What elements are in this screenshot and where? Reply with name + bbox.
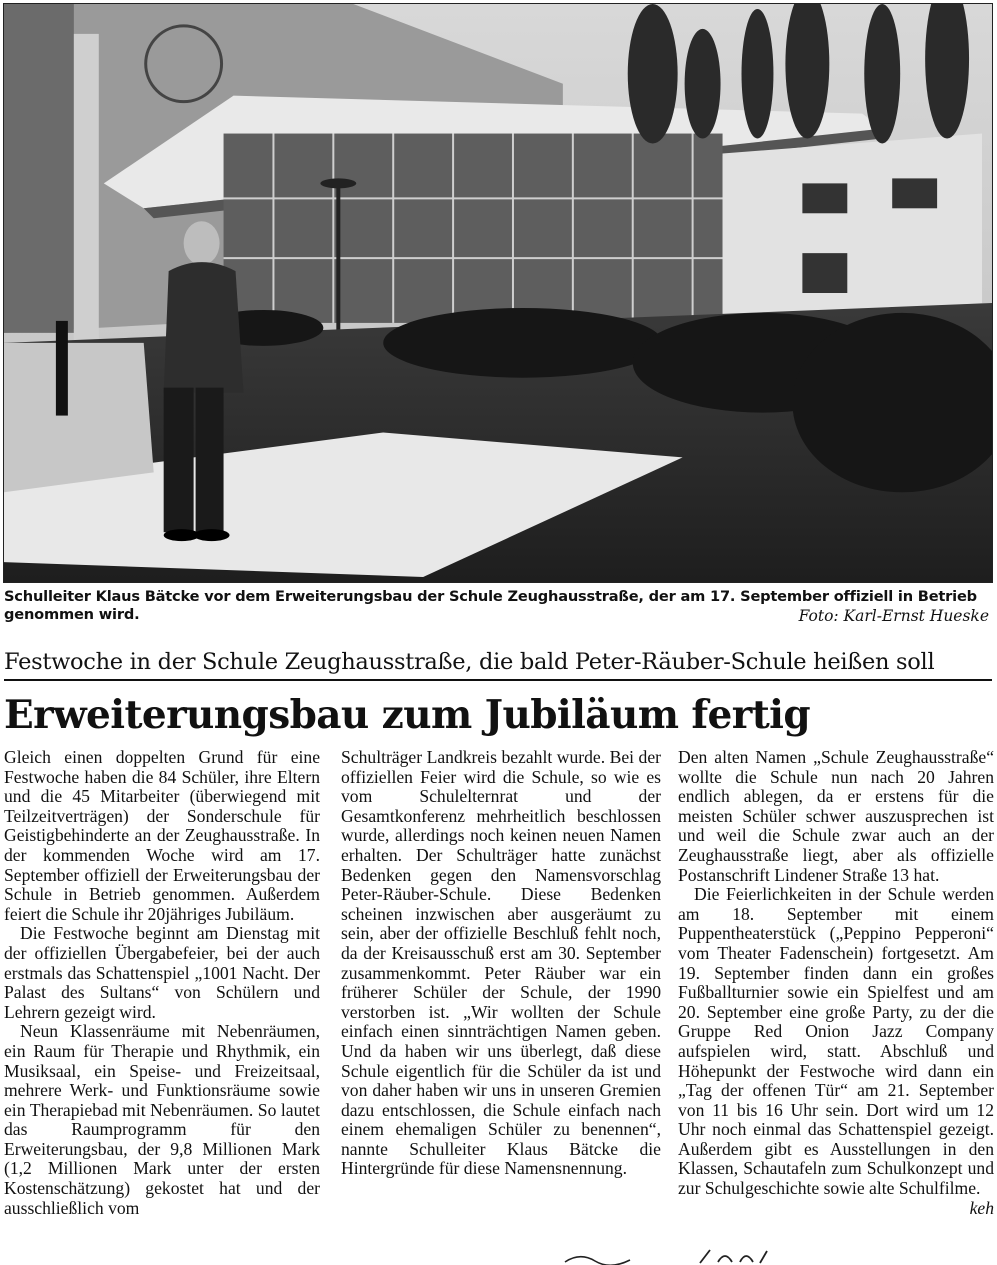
article-photo — [3, 3, 993, 583]
handwritten-mark — [560, 1248, 780, 1265]
paragraph: Die Festwoche beginnt am Dienstag mit der offiziellen Übergabefeier, bei der auch erstmals das Schattenspiel „1001 Nacht. Der Palast des Sultans“ von Schülern und Lehrern gezeigt wird. — [4, 923, 320, 1022]
column-2 — [341, 748, 661, 1179]
paragraph: Neun Klassenräume mit Nebenräumen, ein Raum für Therapie und Rhythmik, ein Musiksaal, ein Speise- und Freizeitsaal, mehrere Werk- und Funktionsräume sowie ein Therapiebad mit Nebenräumen. So lautet das Raumprogramm für den Erweiterungsbau, der 9,8 Millionen Mark (1,2 Millionen Mark unter der ersten Kostenschätzung) gekostet hat und der ausschließlich vom — [4, 1021, 320, 1218]
paragraph: Den alten Namen „Schule Zeughausstraße“ wollte die Schule nun nach 20 Jahren endlich ablegen, da er erstens für die meisten Schüler schwer auszusprechen ist und weil die Schule zwar auch an der Zeughausstraße liegt, aber als offizielle Postanschrift Lindener Straße 13 hat. — [678, 747, 994, 885]
author-signature: keh — [969, 1197, 994, 1218]
school-building-photo — [4, 4, 992, 582]
article-body — [4, 748, 994, 1260]
paragraph — [678, 884, 994, 1218]
article-headline: Erweiterungsbau zum Jubiläum fertig — [4, 692, 811, 738]
column-1 — [4, 748, 320, 1218]
paragraph-text: Die Feierlichkeiten in der Schule werden am 18. September mit einem Puppentheaterstück („Peppino Pepperoni“ vom Theater Fadenschein) fortgesetzt. Am 19. September finden dann ein großes Fußballturnier sowie ein Spielfest und am 20. September eine große Party, zu der die Gruppe Red Onion Jazz Company aufspielen wird, statt. Abschluß und Höhepunkt der Festwoche wird dann ein „Tag der offenen Tür“ am 21. September von 11 bis 16 Uhr sein. Dort wird um 12 Uhr noch einmal das Schattenspiel gezeigt. Außerdem gibt es Ausstellungen in den Klassen, Schautafeln zum Schulkonzept und zur Schulgeschichte sowie alte Schulfilme. — [678, 884, 994, 1199]
paragraph: Gleich einen doppelten Grund für eine Festwoche haben die 84 Schüler, ihre Eltern und die 45 Mitarbeiter (überwiegend mit Teilzeitverträgen) der Sonderschule für Geistigbehinderte an der Zeughausstraße. In der kommenden Woche wird am 17. September offiziell der Erweiterungsbau der Schule in Betrieb genommen. Außerdem feiert die Schule ihr 20jähriges Jubiläum. — [4, 747, 320, 924]
paragraph: Schulträger Landkreis bezahlt wurde. Bei der offiziellen Feier wird die Schule, so wie es vom Schulelternrat und der Gesamtkonferenz mehrheitlich beschlossen wurde, allerdings noch keinen neuen Namen erhalten. Der Schulträger hatte zunächst Bedenken gegen den Namensvorschlag Peter-Räuber-Schule. Diese Bedenken scheinen inzwischen aber ausgeräumt zu sein, aber der offizielle Beschluß fehlt noch, da der Kreisausschuß erst am 30. September zusammenkommt. Peter Räuber war ein früherer Schüler der Schule, der 1990 verstorben ist. „Wir wollten der Schule einfach einen sinnträchtigen Namen geben. Und da haben wir uns überlegt, daß diese Schule eigentlich für die Schüler da ist und von daher haben wir uns in unseren Gremien dazu entschlossen, die Schule einfach nach einem ehemaligen Schüler zu benennen“, nannte Schulleiter Klaus Bätcke die Hintergründe für diese Namensnennung. — [341, 747, 661, 1179]
column-3 — [678, 748, 994, 1218]
photo-credit: Foto: Karl-Ernst Hueske — [798, 607, 989, 625]
article-kicker: Festwoche in der Schule Zeughausstraße, die bald Peter-Räuber-Schule heißen soll — [4, 647, 992, 681]
photo-caption: Schulleiter Klaus Bätcke vor dem Erweiterungsbau der Schule Zeughausstraße, der am 17. September offiziell in Betrieb genommen wird. — [4, 588, 977, 623]
